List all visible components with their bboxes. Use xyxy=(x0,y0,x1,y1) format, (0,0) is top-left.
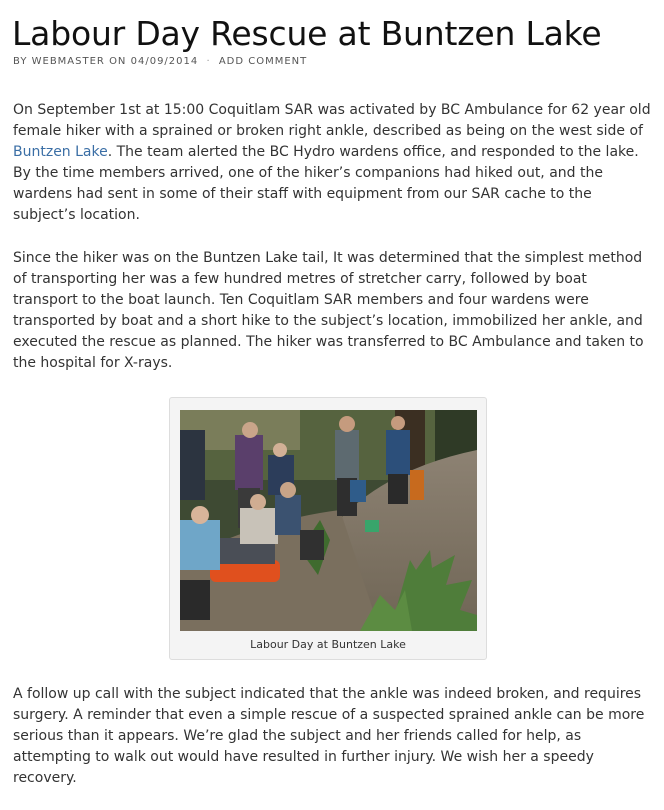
paragraph-activation-start: On September 1st at 15:00 Coquitlam SAR was activated by BC Ambulance for 62 year old female hiker with a sprained or broken right ankle, described as being on the west side of xyxy=(13,102,651,139)
rescue-photo[interactable] xyxy=(180,410,477,631)
photo-figure xyxy=(169,397,487,660)
meta-prefix: BY xyxy=(13,56,28,67)
paragraph-activation xyxy=(13,100,653,226)
meta-on: ON xyxy=(109,56,127,67)
author-link[interactable]: WEBMASTER xyxy=(31,56,105,67)
meta-separator: · xyxy=(206,56,211,67)
post-meta xyxy=(13,56,307,67)
paragraph-followup: A follow up call with the subject indicated that the ankle was indeed broken, and requires surgery. A reminder that even a simple rescue of a suspected sprained ankle can be more serious than it appears. We’re glad the subject and her friends called for help, as attempting to walk out would have resulted in further injury. We wish her a speedy recovery. xyxy=(13,686,645,786)
add-comment-link[interactable]: ADD COMMENT xyxy=(218,56,308,67)
photo-caption: Labour Day at Buntzen Lake xyxy=(250,638,406,651)
buntzen-lake-link[interactable]: Buntzen Lake xyxy=(13,144,108,160)
paragraph-transport: Since the hiker was on the Buntzen Lake tail, It was determined that the simplest method of transporting her was a few hundred metres of stretcher carry, followed by boat transport to the boat launch. Ten Coquitlam SAR members and four wardens were transported by boat and a short hike to the subject’s location, immobilized her ankle, and executed the rescue as planned. The hiker was transferred to BC Ambulance and taken to the hospital for X-rays. xyxy=(13,250,644,371)
post-title[interactable]: Labour Day Rescue at Buntzen Lake xyxy=(12,14,602,53)
paragraph-activation-end: . The team alerted the BC Hydro wardens office, and responded to the lake. By the time members arrived, one of the hiker’s companions had hiked out, and the wardens had sent in some of their staff with equipment from our SAR cache to the subject’s location. xyxy=(13,144,639,223)
post-date[interactable]: 04/09/2014 xyxy=(130,56,199,67)
